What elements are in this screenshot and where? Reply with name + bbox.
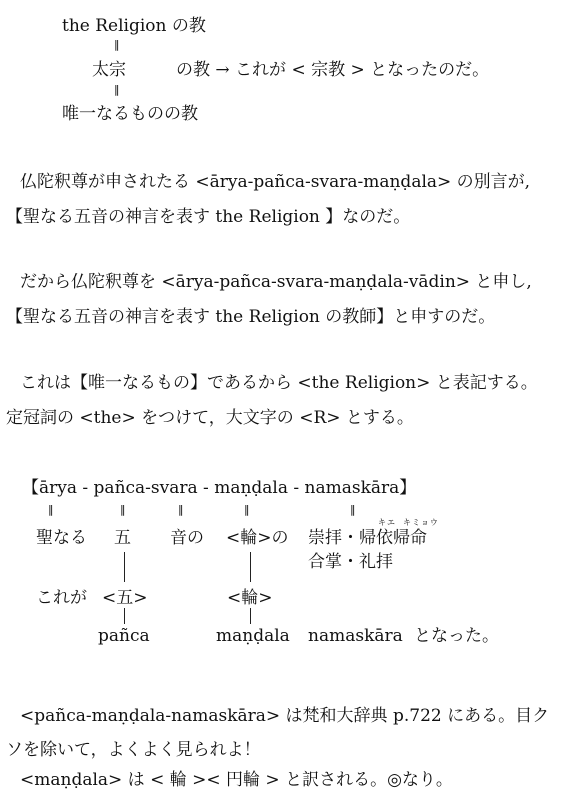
equals-sign: ‖	[48, 503, 54, 516]
kore-ga: これが	[36, 588, 87, 608]
equals-sign: ‖	[244, 503, 250, 516]
go-bracket: <五>	[102, 588, 148, 608]
top-row-shukyo: の教 → これが < 宗教 > となったのだ。	[176, 60, 490, 80]
top-row-yuiitsu: 唯一なるものの教	[62, 104, 198, 124]
equals-sign: ‖	[178, 503, 184, 516]
top-row-taishu: 太宗	[92, 60, 126, 80]
connector-line	[124, 608, 125, 624]
equals-sign: ‖	[350, 503, 356, 516]
footer-line-2: ソを除いて，よくよく見られよ！	[6, 740, 261, 760]
gloss-sound: 音の	[170, 528, 204, 548]
equals-sign: ‖	[120, 503, 126, 516]
result-natta: となった。	[414, 626, 499, 646]
equals-sign: ‖	[114, 38, 120, 51]
sanskrit-header: 【ārya - pañca-svara - maṇḍala - namaskāra】	[22, 478, 417, 498]
paragraph-3-line-1: これは【唯一なるもの】であるから <the Religion> と表記する。	[20, 373, 538, 393]
result-panca: pañca	[98, 626, 150, 646]
paragraph-3-line-2: 定冠詞の <the> をつけて，大文字の <R> とする。	[6, 408, 414, 428]
ruby-kie: キエ	[378, 518, 396, 527]
footer-line-3: <maṇḍala> は < 輪 >< 円輪 > と訳される。◎なり。	[20, 770, 453, 790]
connector-line	[124, 552, 125, 582]
gloss-gassho: 合掌・礼拝	[308, 552, 393, 572]
gloss-five: 五	[114, 528, 131, 548]
top-row-religion: the Religion の教	[62, 16, 206, 36]
paragraph-2-line-1: だから仏陀釈尊を <ārya-pañca-svara-maṇḍala-vādin> と申し,	[20, 272, 532, 292]
wa-bracket: <輪>	[227, 588, 273, 608]
ruby-kimyo: キミョウ	[403, 518, 439, 527]
connector-line	[250, 552, 251, 582]
equals-sign: ‖	[114, 83, 120, 96]
gloss-holy: 聖なる	[36, 528, 87, 548]
gloss-wheel: <輪>の	[226, 528, 289, 548]
result-mandala: maṇḍala	[216, 626, 290, 646]
result-namaskara: namaskāra	[308, 626, 403, 646]
gloss-worship: 崇拝・帰依帰命	[308, 528, 427, 548]
paragraph-1-line-1: 仏陀釈尊が申されたる <ārya-pañca-svara-maṇḍala> の別言が,	[20, 172, 531, 192]
connector-line	[250, 608, 251, 624]
paragraph-1-line-2: 【聖なる五音の神言を表す the Religion 】なのだ。	[6, 207, 411, 227]
footer-line-1: <pañca-maṇḍala-namaskāra> は梵和大辞典 p.722 にある。目ク	[20, 706, 550, 726]
paragraph-2-line-2: 【聖なる五音の神言を表す the Religion の教師】と申すのだ。	[6, 307, 496, 327]
